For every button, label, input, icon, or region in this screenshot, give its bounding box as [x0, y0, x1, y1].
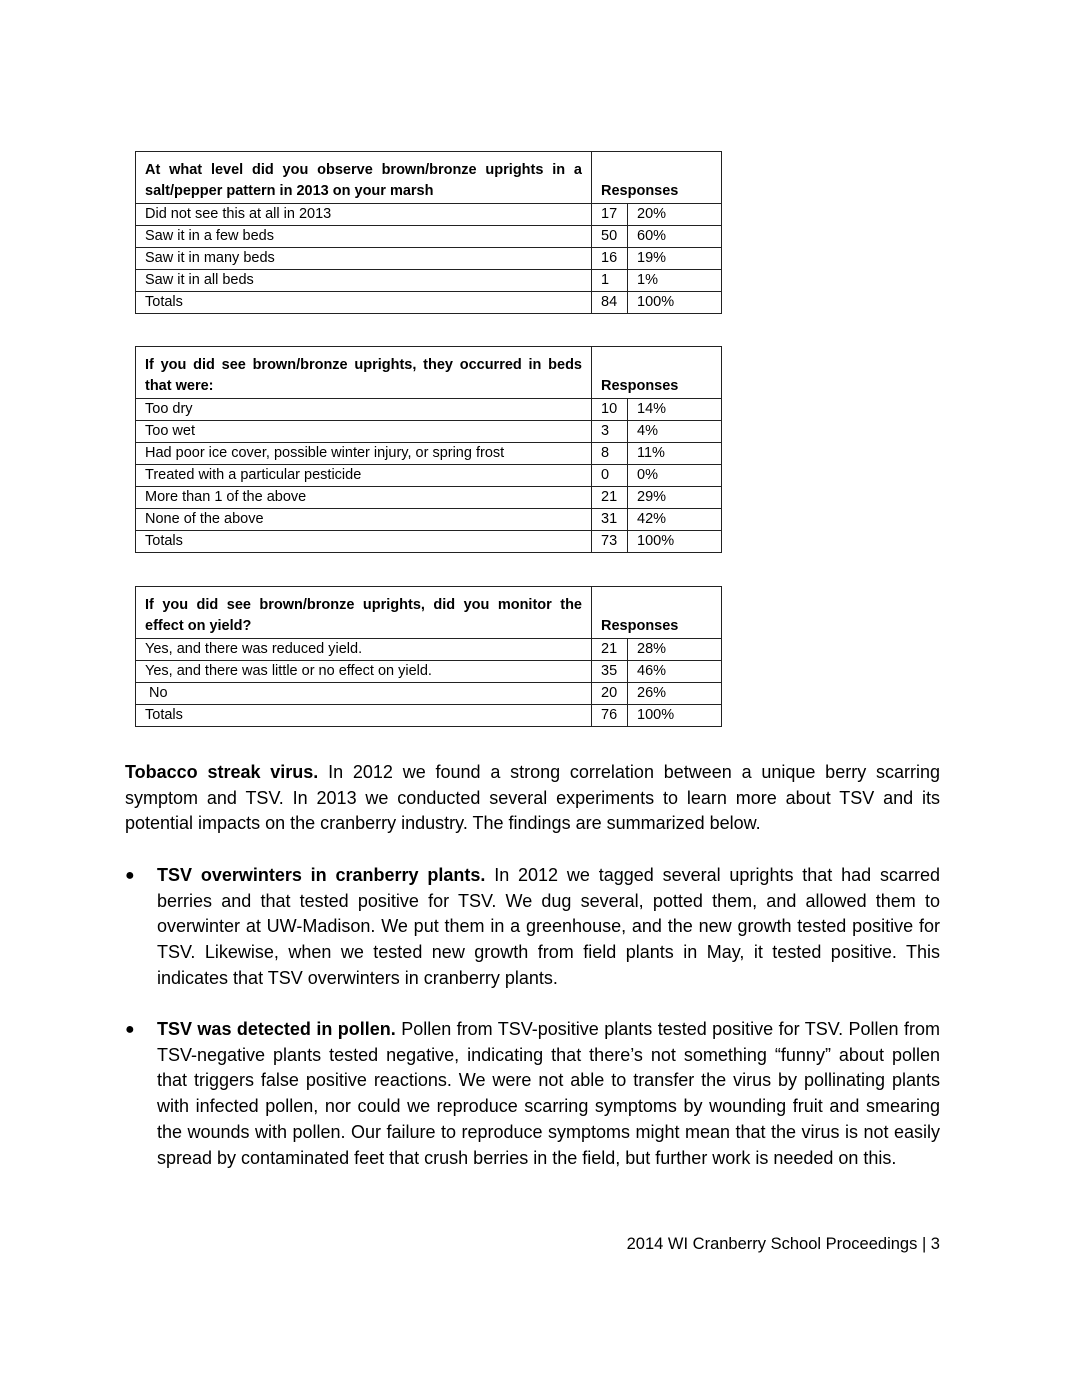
table-row [136, 487, 722, 509]
row-label: No [136, 683, 592, 705]
row-label: Totals [136, 292, 592, 314]
row-label: Saw it in many beds [136, 248, 592, 270]
row-count: 20 [592, 683, 628, 705]
row-percent: 100% [628, 705, 722, 727]
salt-pepper-level-table [135, 151, 722, 314]
table-row [136, 292, 722, 314]
table-row [136, 683, 722, 705]
row-percent: 42% [628, 509, 722, 531]
table-row [136, 270, 722, 292]
table-row [136, 661, 722, 683]
bullet-heading: TSV was detected in pollen. [157, 1019, 396, 1039]
row-label: More than 1 of the above [136, 487, 592, 509]
row-count: 21 [592, 487, 628, 509]
row-percent: 0% [628, 465, 722, 487]
row-label: Totals [136, 531, 592, 553]
row-count: 50 [592, 226, 628, 248]
bullet-icon: ● [125, 867, 135, 884]
bullet-body: In 2012 we tagged several uprights that had scarred berries and that tested positive for TSV. We dug several, potted them, and allowed them to overwinter at UW-Madison. We put them in a greenhouse, and the new growth tested positive for TSV. Likewise, when we tested new growth from field plants in May, it tested positive. This indicates that TSV overwinters in cranberry plants. [157, 865, 940, 988]
row-label: Yes, and there was reduced yield. [136, 639, 592, 661]
row-percent: 28% [628, 639, 722, 661]
row-percent: 100% [628, 531, 722, 553]
bed-conditions-table [135, 346, 722, 553]
row-label: Too wet [136, 421, 592, 443]
row-label: Saw it in a few beds [136, 226, 592, 248]
row-label: Saw it in all beds [136, 270, 592, 292]
bullet-text [157, 863, 940, 992]
row-label: None of the above [136, 509, 592, 531]
bullet-icon: ● [125, 1021, 135, 1038]
row-label: Totals [136, 705, 592, 727]
row-label: Did not see this at all in 2013 [136, 204, 592, 226]
row-percent: 60% [628, 226, 722, 248]
table-row [136, 226, 722, 248]
responses-header: Responses [592, 587, 722, 639]
tsv-intro-text: In 2012 we found a strong correlation between a unique berry scarring symptom and TSV. In 2013 we conducted several experiments to learn more about TSV and its potential impacts on the cranberry industry. The findings are summarized below. [125, 762, 940, 834]
table-question: If you did see brown/bronze uprights, did you monitor the effect on yield? [136, 587, 592, 639]
row-label: Had poor ice cover, possible winter injury, or spring frost [136, 443, 592, 465]
row-label: Too dry [136, 399, 592, 421]
table-header-row [136, 347, 722, 399]
row-percent: 14% [628, 399, 722, 421]
responses-header: Responses [592, 347, 722, 399]
bullet-overwinter [125, 863, 940, 992]
table-row [136, 465, 722, 487]
table-row [136, 248, 722, 270]
table-row [136, 443, 722, 465]
row-count: 84 [592, 292, 628, 314]
row-count: 73 [592, 531, 628, 553]
row-count: 21 [592, 639, 628, 661]
row-count: 17 [592, 204, 628, 226]
row-percent: 20% [628, 204, 722, 226]
table-body [136, 347, 722, 553]
table-header-row [136, 152, 722, 204]
row-percent: 11% [628, 443, 722, 465]
row-percent: 26% [628, 683, 722, 705]
bullet-heading: TSV overwinters in cranberry plants. [157, 865, 486, 885]
bullet-text [157, 1017, 940, 1171]
table-row [136, 399, 722, 421]
bullet-body: Pollen from TSV-positive plants tested positive for TSV. Pollen from TSV-negative plants tested negative, indicating that there’s not something “funny” about pollen that triggers false positive reactions. We were not able to transfer the virus by pollinating plants with infected pollen, nor could we reproduce scarring symptoms by wounding fruit and smearing the wounds with pollen. Our failure to reproduce symptoms might mean that the virus is not easily spread by contaminated feet that crush berries in the field, but further work is needed on this. [157, 1019, 940, 1168]
row-count: 8 [592, 443, 628, 465]
row-percent: 29% [628, 487, 722, 509]
table-body [136, 152, 722, 314]
row-percent: 46% [628, 661, 722, 683]
row-percent: 100% [628, 292, 722, 314]
responses-header: Responses [592, 152, 722, 204]
table-row [136, 639, 722, 661]
table-row [136, 509, 722, 531]
bullet-pollen [125, 1017, 940, 1171]
row-count: 16 [592, 248, 628, 270]
row-count: 76 [592, 705, 628, 727]
row-count: 10 [592, 399, 628, 421]
tsv-heading: Tobacco streak virus. [125, 762, 319, 782]
table-row [136, 204, 722, 226]
row-percent: 4% [628, 421, 722, 443]
table-question: If you did see brown/bronze uprights, they occurred in beds that were: [136, 347, 592, 399]
row-count: 1 [592, 270, 628, 292]
table-header-row [136, 587, 722, 639]
row-label: Treated with a particular pesticide [136, 465, 592, 487]
row-percent: 19% [628, 248, 722, 270]
table-row [136, 531, 722, 553]
tsv-intro-paragraph [125, 760, 940, 837]
row-percent: 1% [628, 270, 722, 292]
table-question: At what level did you observe brown/bronze uprights in a salt/pepper pattern in 2013 on your marsh [136, 152, 592, 204]
row-count: 31 [592, 509, 628, 531]
page-footer: 2014 WI Cranberry School Proceedings | 3 [626, 1235, 940, 1253]
row-label: Yes, and there was little or no effect on yield. [136, 661, 592, 683]
yield-monitoring-table [135, 586, 722, 727]
row-count: 35 [592, 661, 628, 683]
table-row [136, 421, 722, 443]
row-count: 0 [592, 465, 628, 487]
row-count: 3 [592, 421, 628, 443]
table-row [136, 705, 722, 727]
table-body [136, 587, 722, 727]
